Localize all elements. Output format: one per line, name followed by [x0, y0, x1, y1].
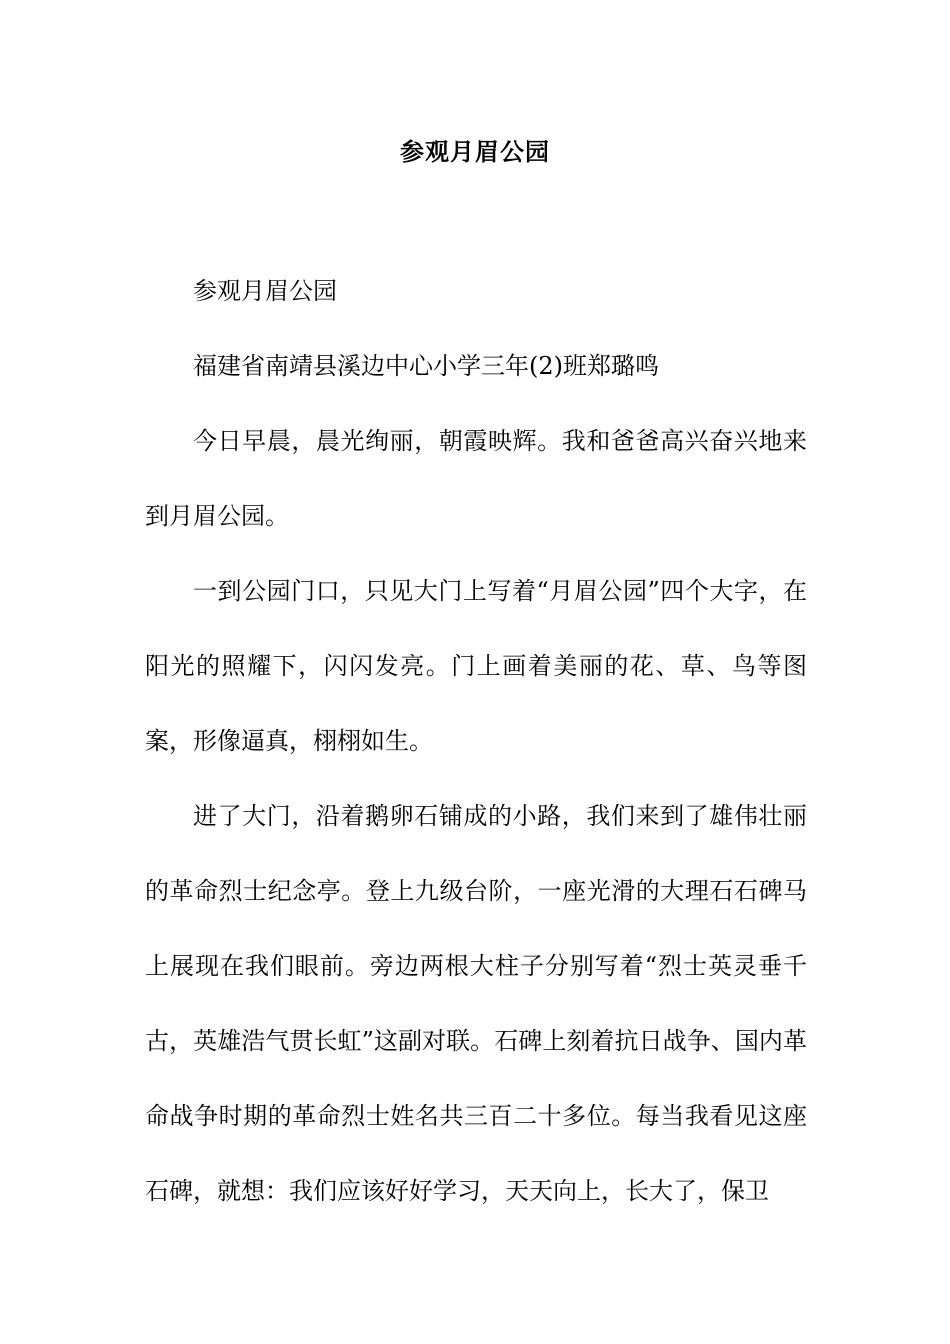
- document-body: [145, 254, 807, 1229]
- paragraph-memorial: 进了大门，沿着鹅卵石铺成的小路，我们来到了雄伟壮丽的革命烈士纪念亭。登上九级台阶，一座光滑的大理石石碑马上展现在我们眼前。旁边两根大柱子分别写着“烈士英灵垂千古，英雄浩气贯长虹”这副对联。石碑上刻着抗日战争、国内革命战争时期的革命烈士姓名共三百二十多位。每当我看见这座石碑，就想：我们应该好好学习，天天向上，长大了，保卫: [145, 802, 807, 1205]
- paragraph-heading: 参观月眉公园: [193, 277, 337, 305]
- paragraph-author: 福建省南靖县溪边中心小学三年(2)班郑璐鸣: [193, 352, 659, 380]
- document-title: 参观月眉公园: [400, 138, 550, 166]
- paragraph-arrival: 今日早晨，晨光绚丽，朝霞映辉。我和爸爸高兴奋兴地来到月眉公园。: [145, 427, 807, 530]
- paragraph-gate: 一到公园门口，只见大门上写着“月眉公园”四个大字，在阳光的照耀下，闪闪发亮。门上画着美丽的花、草、鸟等图案，形像逼真，栩栩如生。: [145, 577, 807, 755]
